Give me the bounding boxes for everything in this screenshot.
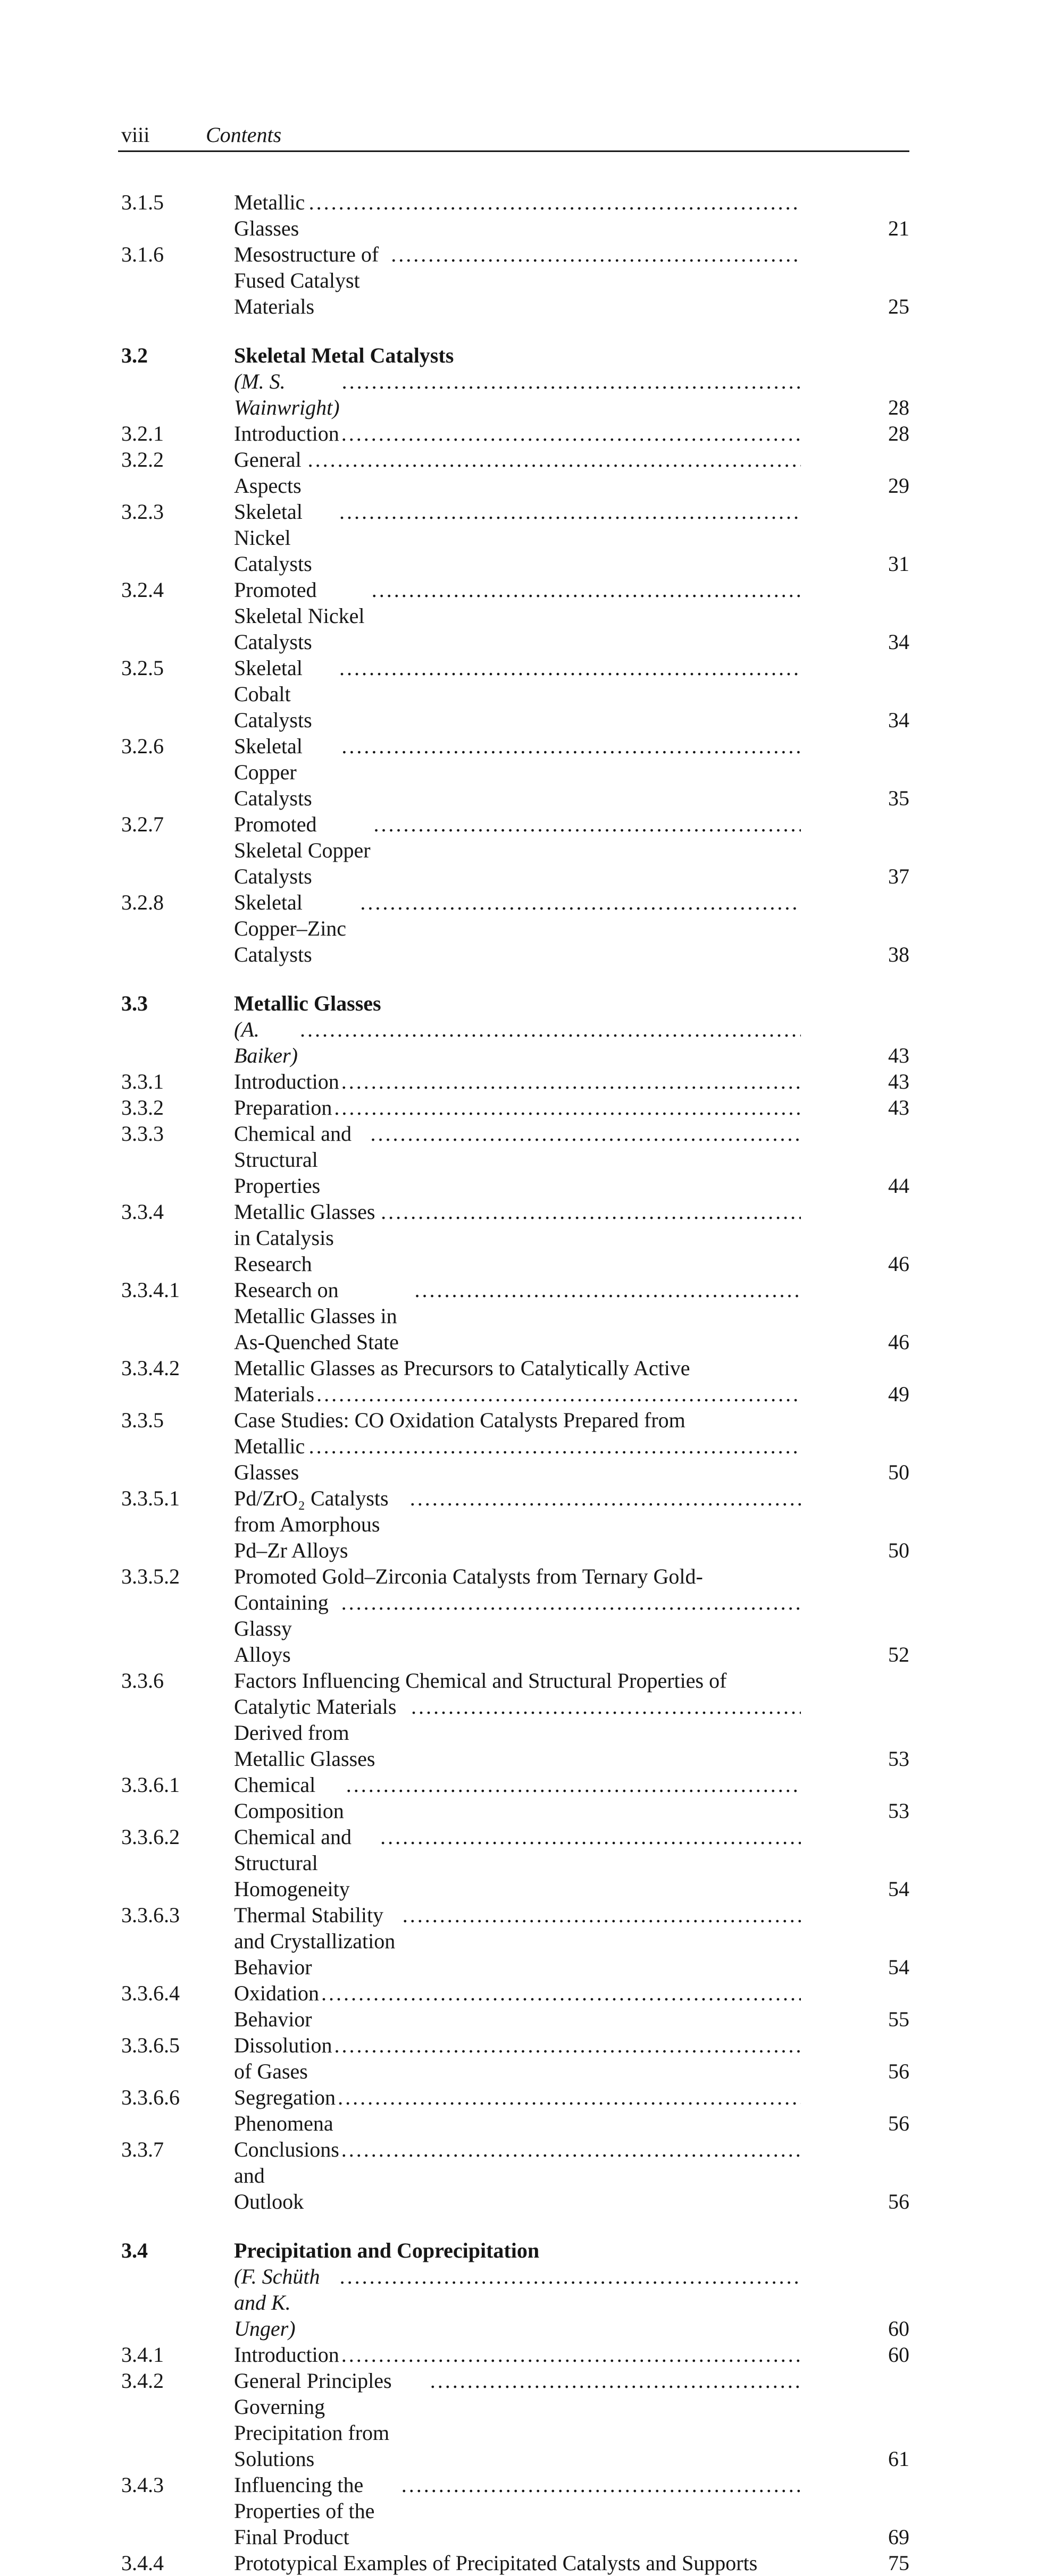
entry-number: 3.4.3	[121, 2473, 164, 2497]
entry-body	[234, 889, 801, 967]
dot-leader	[360, 889, 801, 915]
toc-entry	[118, 2136, 909, 2215]
entry-title-line: Metallic Glasses as Precursors to Catalytically Active	[234, 1356, 690, 1380]
entry-title: Conclusions and Outlook	[234, 2137, 339, 2213]
leader-line	[234, 1381, 801, 1407]
toc-section	[118, 342, 909, 967]
dot-leader	[309, 1433, 801, 1459]
entry-number: 3.2.4	[121, 578, 164, 602]
leader-line	[234, 2342, 801, 2368]
page-reference: 53	[888, 1799, 909, 1823]
entry-body	[234, 499, 801, 577]
entry-number: 3.2.2	[121, 448, 164, 472]
section-authors: (M. S. Wainwright)	[234, 369, 340, 419]
toc-entry	[118, 2084, 909, 2136]
toc-entry	[118, 655, 909, 733]
toc-entry	[118, 2550, 909, 2576]
dot-leader	[380, 1824, 801, 1850]
page-reference: 69	[888, 2525, 909, 2549]
section-title: Skeletal Metal Catalysts	[234, 343, 454, 367]
dot-leader	[321, 1980, 801, 2006]
section-heading	[118, 342, 909, 368]
entry-body	[234, 1772, 801, 1824]
dot-leader	[339, 655, 801, 681]
page-reference: 56	[888, 2190, 909, 2213]
entry-title: Catalytic Materials Derived from Metallic Glasses	[234, 1695, 397, 1771]
toc-entry	[118, 1980, 909, 2032]
entry-body	[234, 2550, 801, 2576]
page-reference: 28	[888, 422, 909, 445]
dot-leader	[410, 1485, 801, 1511]
leader-line	[234, 1277, 801, 1355]
dot-leader	[372, 577, 801, 603]
toc-entry	[118, 577, 909, 655]
page-reference: 52	[888, 1643, 909, 1666]
dot-leader	[403, 1902, 801, 1928]
entry-number: 3.3.4	[121, 1200, 164, 1224]
section-heading	[118, 2237, 909, 2263]
section-authors: (A. Baiker)	[234, 1017, 298, 1067]
entry-title: Pd/ZrO₂ Catalysts from Amorphous Pd–Zr Alloys	[234, 1486, 389, 1562]
toc-entry	[118, 499, 909, 577]
document-page	[118, 120, 909, 2575]
entry-title: Promoted Skeletal Copper Catalysts	[234, 812, 371, 888]
page-reference: 54	[888, 1877, 909, 1901]
leader-line	[234, 1824, 801, 1902]
toc-entry	[118, 1095, 909, 1121]
leader-line	[234, 1433, 801, 1485]
toc-section	[118, 2237, 909, 2576]
toc-section	[118, 189, 909, 319]
section-authors: (F. Schüth and K. Unger)	[234, 2264, 320, 2341]
page-reference: 29	[888, 474, 909, 498]
dot-leader	[341, 733, 801, 759]
leader-line	[234, 2550, 801, 2576]
page-reference: 44	[888, 1174, 909, 1198]
section-heading-body	[234, 990, 801, 1016]
page-number: viii	[121, 123, 150, 147]
entry-body	[234, 1485, 801, 1563]
entry-number: 3.3.6.3	[121, 1903, 180, 1927]
toc-entry	[118, 189, 909, 241]
entry-title: Influencing the Properties of the Final Product	[234, 2473, 375, 2549]
page-reference: 55	[888, 2007, 909, 2031]
toc-entry	[118, 2032, 909, 2084]
entry-number: 3.3.6.6	[121, 2085, 180, 2109]
entry-number: 3.3.2	[121, 1096, 164, 1119]
entry-title-line: Factors Influencing Chemical and Structural Properties of	[234, 1669, 727, 1693]
entry-body	[234, 2136, 801, 2215]
entry-number: 3.3.7	[121, 2137, 164, 2161]
entry-title: General Aspects	[234, 448, 302, 498]
page-reference: 38	[888, 942, 909, 966]
entry-title: Chemical Composition	[234, 1773, 344, 1823]
entry-number: 3.3.4.1	[121, 1278, 180, 1302]
dot-leader	[346, 1772, 801, 1798]
dot-leader	[411, 1694, 801, 1720]
entry-body	[234, 1095, 801, 1121]
dot-leader	[334, 1095, 801, 1121]
leader-line	[234, 2032, 801, 2084]
toc-entry	[118, 1068, 909, 1095]
page-reference: 75	[888, 2551, 909, 2575]
entry-body	[234, 2342, 801, 2368]
dot-leader	[309, 189, 801, 215]
entry-body	[234, 1407, 801, 1485]
page-reference: 28	[888, 395, 909, 419]
entry-body	[234, 1121, 801, 1199]
entry-title: Chemical and Structural Properties	[234, 1122, 352, 1198]
entry-title: Chemical and Structural Homogeneity	[234, 1825, 352, 1901]
toc-entry	[118, 1121, 909, 1199]
page-reference: 56	[888, 2059, 909, 2083]
toc-entry	[118, 733, 909, 811]
entry-body	[234, 420, 801, 447]
entry-body	[234, 1902, 801, 1980]
leader-line	[234, 811, 801, 889]
entry-title: Oxidation Behavior	[234, 1981, 319, 2031]
dot-leader	[339, 499, 801, 525]
leader-line	[234, 1016, 801, 1068]
entry-body	[234, 733, 801, 811]
leader-line	[234, 889, 801, 967]
entry-body	[234, 1277, 801, 1355]
entry-number: 3.2.8	[121, 890, 164, 914]
entry-number: 3.4.2	[121, 2369, 164, 2393]
page-reference: 56	[888, 2111, 909, 2135]
leader-line	[234, 1694, 801, 1772]
entry-number: 3.3.6.4	[121, 1981, 180, 2005]
entry-number: 3.1.5	[121, 190, 164, 214]
section-authors-line	[118, 368, 909, 420]
toc-entry	[118, 1772, 909, 1824]
header-rule	[118, 150, 909, 152]
entry-number: 3.3.5.2	[121, 1564, 180, 1588]
entry-body	[234, 447, 801, 499]
entry-body	[234, 189, 801, 241]
toc-entry	[118, 2368, 909, 2472]
entry-number: 3.3.3	[121, 1122, 164, 1146]
entry-title: Metallic Glasses in Catalysis Research	[234, 1200, 375, 1276]
section-number: 3.4	[121, 2238, 148, 2262]
entry-number: 3.4.1	[121, 2343, 164, 2367]
running-title: Contents	[206, 123, 282, 147]
entry-title: Mesostructure of Fused Catalyst Materials	[234, 242, 379, 318]
toc-entry	[118, 420, 909, 447]
dot-leader	[415, 1277, 801, 1303]
entry-body	[234, 1199, 801, 1277]
leader-line	[234, 2136, 801, 2215]
leader-line	[234, 447, 801, 499]
dot-leader	[341, 1068, 801, 1095]
leader-line	[234, 368, 801, 420]
toc-entry	[118, 1407, 909, 1485]
leader-line	[234, 189, 801, 241]
dot-leader	[300, 1016, 801, 1042]
toc-entry	[118, 811, 909, 889]
entry-title: Skeletal Nickel Catalysts	[234, 500, 312, 576]
dot-leader	[341, 2342, 801, 2368]
section-authors-body	[234, 1016, 801, 1068]
entry-title: Containing Glassy Alloys	[234, 1590, 329, 1666]
leader-line	[234, 577, 801, 655]
dot-leader	[340, 2263, 801, 2289]
entry-title: Prototypical Examples of Precipitated Catalysts and Supports	[234, 2551, 758, 2575]
entry-title: Introduction	[234, 1070, 339, 1093]
page-reference: 53	[888, 1747, 909, 1771]
entry-title: Segregation Phenomena	[234, 2085, 336, 2135]
section-authors-body	[234, 368, 801, 420]
toc-entry	[118, 447, 909, 499]
leader-line	[234, 733, 801, 811]
entry-title: Research on Metallic Glasses in As-Quenched State	[234, 1278, 399, 1354]
entry-title: Dissolution of Gases	[234, 2033, 332, 2083]
leader-line	[234, 1068, 801, 1095]
entry-title-line: Case Studies: CO Oxidation Catalysts Prepared from	[234, 1408, 685, 1432]
page-reference: 31	[888, 552, 909, 576]
entry-number: 3.2.3	[121, 500, 164, 524]
dot-leader	[338, 2084, 801, 2110]
section-authors-line	[118, 2263, 909, 2342]
toc-entry	[118, 2472, 909, 2550]
leader-line	[234, 499, 801, 577]
entry-number: 3.3.6.5	[121, 2033, 180, 2057]
section-heading	[118, 990, 909, 1016]
entry-body	[234, 241, 801, 319]
entry-title: Promoted Skeletal Nickel Catalysts	[234, 578, 365, 654]
entry-body	[234, 2032, 801, 2084]
entry-number: 3.2.5	[121, 656, 164, 680]
entry-number: 3.3.5	[121, 1408, 164, 1432]
page-reference: 49	[888, 1382, 909, 1406]
entry-body	[234, 577, 801, 655]
section-number: 3.2	[121, 343, 148, 367]
page-reference: 43	[888, 1043, 909, 1067]
dot-leader	[341, 420, 801, 447]
leader-line	[234, 1485, 801, 1563]
entry-title: Skeletal Cobalt Catalysts	[234, 656, 312, 732]
toc-entry	[118, 1668, 909, 1772]
page-reference: 21	[888, 216, 909, 240]
section-number: 3.3	[121, 991, 148, 1015]
dot-leader	[370, 1121, 801, 1147]
entry-number: 3.2.1	[121, 422, 164, 445]
page-reference: 46	[888, 1330, 909, 1354]
toc-entry	[118, 1485, 909, 1563]
entry-number: 3.3.4.2	[121, 1356, 180, 1380]
entry-title: Preparation	[234, 1096, 332, 1119]
entry-body	[234, 811, 801, 889]
entry-number: 3.3.1	[121, 1070, 164, 1093]
entry-number: 3.4.4	[121, 2551, 164, 2575]
dot-leader	[342, 368, 801, 394]
entry-body	[234, 2368, 801, 2472]
entry-number: 3.2.6	[121, 734, 164, 758]
page-reference: 54	[888, 1955, 909, 1979]
toc-entry	[118, 1824, 909, 1902]
page-reference: 61	[888, 2447, 909, 2471]
entry-number: 3.3.6	[121, 1669, 164, 1693]
entry-body	[234, 1668, 801, 1772]
toc-entry	[118, 1199, 909, 1277]
page-reference: 60	[888, 2317, 909, 2341]
toc-entry	[118, 241, 909, 319]
leader-line	[234, 655, 801, 733]
leader-line	[234, 1095, 801, 1121]
section-title: Precipitation and Coprecipitation	[234, 2238, 540, 2262]
entry-body	[234, 1068, 801, 1095]
toc-entry	[118, 1902, 909, 1980]
page-reference: 43	[888, 1070, 909, 1093]
leader-line	[234, 2084, 801, 2136]
entry-body	[234, 2472, 801, 2550]
entry-title: Introduction	[234, 2343, 339, 2367]
dot-leader	[374, 811, 801, 837]
entry-body	[234, 1563, 801, 1668]
toc-entry	[118, 1277, 909, 1355]
leader-line	[234, 1199, 801, 1277]
dot-leader	[402, 2472, 801, 2498]
leader-line	[234, 420, 801, 447]
entry-number: 3.3.6.1	[121, 1773, 180, 1797]
entry-body	[234, 1980, 801, 2032]
section-authors-body	[234, 2263, 801, 2342]
entry-body	[234, 2084, 801, 2136]
toc-section	[118, 990, 909, 2215]
entry-body	[234, 1355, 801, 1407]
section-authors-line	[118, 1016, 909, 1068]
entry-title-line: Promoted Gold–Zirconia Catalysts from Ternary Gold-	[234, 1564, 703, 1588]
section-heading-body	[234, 342, 801, 368]
leader-line	[234, 2368, 801, 2472]
leader-line	[234, 2472, 801, 2550]
entry-title: Metallic Glasses	[234, 190, 305, 240]
entry-title: Skeletal Copper–Zinc Catalysts	[234, 890, 347, 966]
dot-leader	[341, 2136, 801, 2162]
entry-number: 3.3.6.2	[121, 1825, 180, 1849]
dot-leader	[381, 1199, 801, 1225]
entry-title: Skeletal Copper Catalysts	[234, 734, 312, 810]
toc-entry	[118, 1355, 909, 1407]
page-reference: 34	[888, 708, 909, 732]
entry-title: General Principles Governing Precipitation from Solutions	[234, 2369, 392, 2471]
entry-title: Introduction	[234, 422, 339, 445]
dot-leader	[341, 1589, 801, 1615]
leader-line	[234, 1772, 801, 1824]
entry-number: 3.3.5.1	[121, 1486, 180, 1510]
page-reference: 46	[888, 1252, 909, 1276]
toc-entry	[118, 2342, 909, 2368]
entry-body	[234, 1824, 801, 1902]
section-heading-body	[234, 2237, 801, 2263]
page-reference: 25	[888, 294, 909, 318]
entry-number: 3.1.6	[121, 242, 164, 266]
dot-leader	[308, 447, 801, 473]
entry-title: Metallic Glasses	[234, 1434, 305, 1484]
dot-leader	[430, 2368, 801, 2394]
section-title: Metallic Glasses	[234, 991, 381, 1015]
running-header	[118, 120, 909, 150]
table-of-contents	[118, 189, 909, 2576]
entry-title: Materials	[234, 1382, 315, 1406]
page-reference: 50	[888, 1538, 909, 1562]
toc-entry	[118, 889, 909, 967]
leader-line	[234, 1902, 801, 1980]
leader-line	[234, 1980, 801, 2032]
leader-line	[234, 241, 801, 319]
page-reference: 60	[888, 2343, 909, 2367]
entry-body	[234, 655, 801, 733]
leader-line	[234, 1121, 801, 1199]
dot-leader	[316, 1381, 801, 1407]
toc-entry	[118, 1563, 909, 1668]
leader-line	[234, 1589, 801, 1668]
page-reference: 34	[888, 630, 909, 654]
dot-leader	[391, 241, 801, 267]
page-reference: 37	[888, 864, 909, 888]
page-reference: 50	[888, 1460, 909, 1484]
entry-title: Thermal Stability and Crystallization Behavior	[234, 1903, 396, 1979]
page-reference: 43	[888, 1096, 909, 1119]
entry-number: 3.2.7	[121, 812, 164, 836]
page-reference: 35	[888, 786, 909, 810]
dot-leader	[334, 2032, 801, 2058]
leader-line	[234, 2263, 801, 2342]
